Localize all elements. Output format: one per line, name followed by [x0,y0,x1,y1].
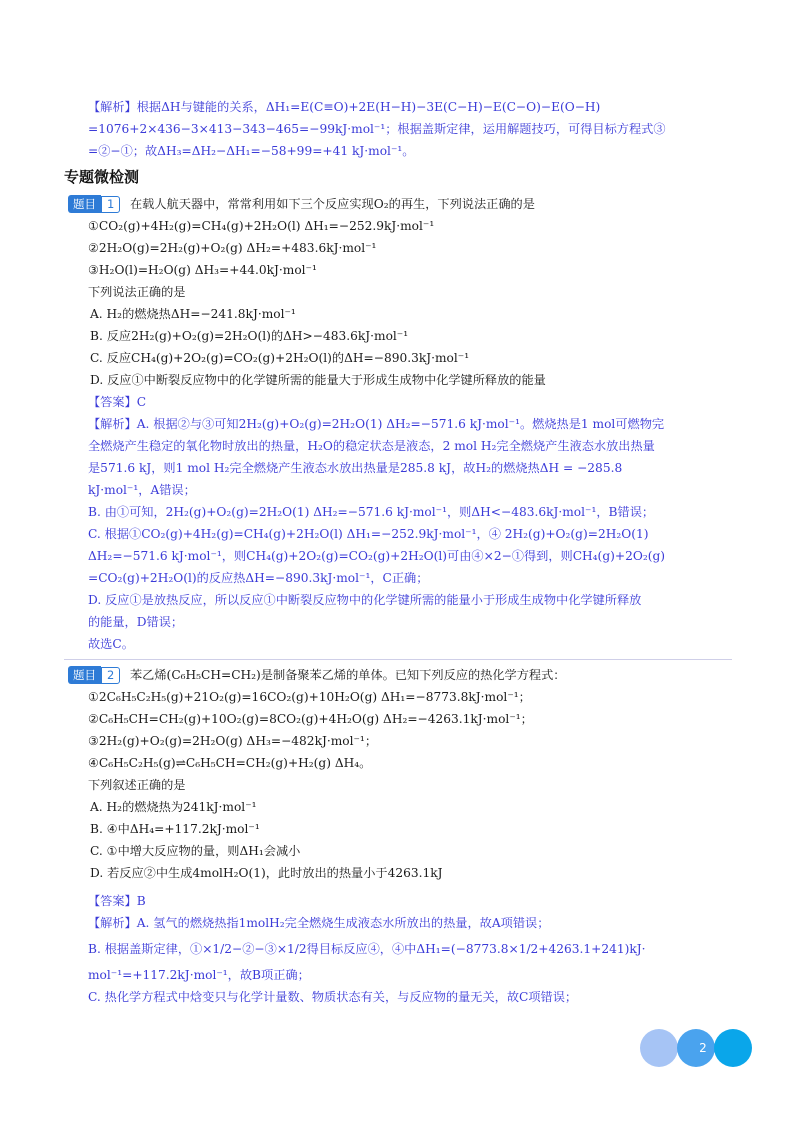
question-prompt: 下列说法正确的是 [88,285,186,299]
analysis-line: =CO₂(g)+2H₂O(l)的反应热ΔH=−890.3kJ·mol⁻¹，C正确； [88,571,429,585]
option-a: A. H₂的燃烧热为241kJ·mol⁻¹ [90,800,257,814]
equation: ②2H₂O(g)=2H₂(g)+O₂(g) ΔH₂=+483.6kJ·mol⁻¹ [88,241,377,255]
analysis-line: =1076+2×436−3×413−343−465=−99kJ·mol⁻¹；根据盖斯定律，运用解题技巧，可得目标方程式③ [88,122,666,136]
decor-circle [714,1029,752,1067]
equation: ③H₂O(l)=H₂O(g) ΔH₃=+44.0kJ·mol⁻¹ [88,263,317,277]
section-title: 专题微检测 [64,168,140,186]
analysis-line: kJ·mol⁻¹，A错误； [88,483,196,497]
equation: ①2C₆H₅C₂H₅(g)+21O₂(g)=16CO₂(g)+10H₂O(g) ΔH₁=−8773.8kJ·mol⁻¹； [88,690,531,704]
question-prompt: 下列叙述正确的是 [88,778,186,792]
analysis-line: 【解析】A. 氢气的燃烧热指1molH₂完全燃烧生成液态水所放出的热量，故A项错误； [88,916,550,930]
option-d: D. 反应①中断裂反应物中的化学键所需的能量大于形成生成物中化学键所释放的能量 [90,373,546,387]
option-b: B. 反应2H₂(g)+O₂(g)=2H₂O(l)的ΔH>−483.6kJ·mol⁻¹ [90,329,409,343]
badge-number: 1 [101,196,120,213]
option-b: B. ④中ΔH₄=+117.2kJ·mol⁻¹ [90,822,260,836]
analysis-line: 故选C。 [88,637,134,651]
question-stem: 在载人航天器中，常常利用如下三个反应实现O₂的再生，下列说法正确的是 [130,197,535,211]
analysis-line: C. 热化学方程式中焓变只与化学计量数、物质状态有关，与反应物的量无关，故C项错误； [88,990,578,1004]
analysis-line: 全燃烧产生稳定的氧化物时放出的热量，H₂O的稳定状态是液态，2 mol H₂完全燃烧产生液态水放出热量 [88,439,655,453]
option-c: C. 反应CH₄(g)+2O₂(g)=CO₂(g)+2H₂O(l)的ΔH=−890.3kJ·mol⁻¹ [90,351,470,365]
option-c: C. ①中增大反应物的量，则ΔH₁会减小 [90,844,301,858]
analysis-line: mol⁻¹=+117.2kJ·mol⁻¹，故B项正确； [88,968,310,982]
analysis-line: C. 根据①CO₂(g)+4H₂(g)=CH₄(g)+2H₂O(l) ΔH₁=−252.9kJ·mol⁻¹，④ 2H₂(g)+O₂(g)=2H₂O(1) [88,527,649,541]
equation: ①CO₂(g)+4H₂(g)=CH₄(g)+2H₂O(l) ΔH₁=−252.9kJ·mol⁻¹ [88,219,435,233]
question-badge [68,666,120,684]
badge-label: 题目 [68,195,101,213]
page-number-badge [640,1029,752,1067]
answer: 【答案】C [88,395,147,409]
analysis-line: =②−①；故ΔH₃=ΔH₂−ΔH₁=−58+99=+41 kJ·mol⁻¹。 [88,144,415,158]
top-analysis [88,96,728,162]
analysis-line: B. 由①可知，2H₂(g)+O₂(g)=2H₂O(1) ΔH₂=−571.6 kJ·mol⁻¹，则ΔH<−483.6kJ·mol⁻¹，B错误； [88,505,655,519]
question-1 [73,193,738,655]
question-1-head [73,193,738,215]
analysis-line: D. 反应①是放热反应，所以反应①中断裂反应物中的化学键所需的能量小于形成生成物中化学键所释放 [88,593,642,607]
page-content [88,96,728,162]
option-a: A. H₂的燃烧热ΔH=−241.8kJ·mol⁻¹ [90,307,296,321]
decor-circle [640,1029,678,1067]
analysis-line: ΔH₂=−571.6 kJ·mol⁻¹，则CH₄(g)+2O₂(g)=CO₂(g)+2H₂O(l)可由④×2−①得到，则CH₄(g)+2O₂(g) [88,549,666,563]
divider [64,659,732,660]
question-2 [73,664,738,1008]
analysis-line: 【解析】A. 根据②与③可知2H₂(g)+O₂(g)=2H₂O(1) ΔH₂=−571.6 kJ·mol⁻¹。燃烧热是1 mol可燃物完 [88,417,665,431]
page-number: 2 [699,1041,707,1055]
analysis-line: 【解析】根据ΔH与键能的关系，ΔH₁=E(C≡O)+2E(H−H)−3E(C−H)−E(C−O)−E(O−H) [88,100,601,114]
equation: ②C₆H₅CH=CH₂(g)+10O₂(g)=8CO₂(g)+4H₂O(g) ΔH₂=−4263.1kJ·mol⁻¹； [88,712,533,726]
option-d: D. 若反应②中生成4molH₂O(1)，此时放出的热量小于4263.1kJ [90,866,443,880]
question-2-head [73,664,738,686]
badge-label: 题目 [68,666,101,684]
analysis-line: 是571.6 kJ，则1 mol H₂完全燃烧产生液态水放出热量是285.8 kJ，故H₂的燃烧热ΔH = −285.8 [88,461,623,475]
equation: ③2H₂(g)+O₂(g)=2H₂O(g) ΔH₃=−482kJ·mol⁻¹； [88,734,378,748]
question-badge [68,195,120,213]
equation: ④C₆H₅C₂H₅(g)⇌C₆H₅CH=CH₂(g)+H₂(g) ΔH₄。 [88,756,372,770]
analysis-line: 的能量，D错误； [88,615,184,629]
answer: 【答案】B [88,894,146,908]
analysis-line: B. 根据盖斯定律，①×1/2−②−③×1/2得目标反应④，④中ΔH₁=(−8773.8×1/2+4263.1+241)kJ· [88,942,646,956]
question-stem: 苯乙烯(C₆H₅CH=CH₂)是制备聚苯乙烯的单体。已知下列反应的热化学方程式： [130,668,566,682]
badge-number: 2 [101,667,120,684]
